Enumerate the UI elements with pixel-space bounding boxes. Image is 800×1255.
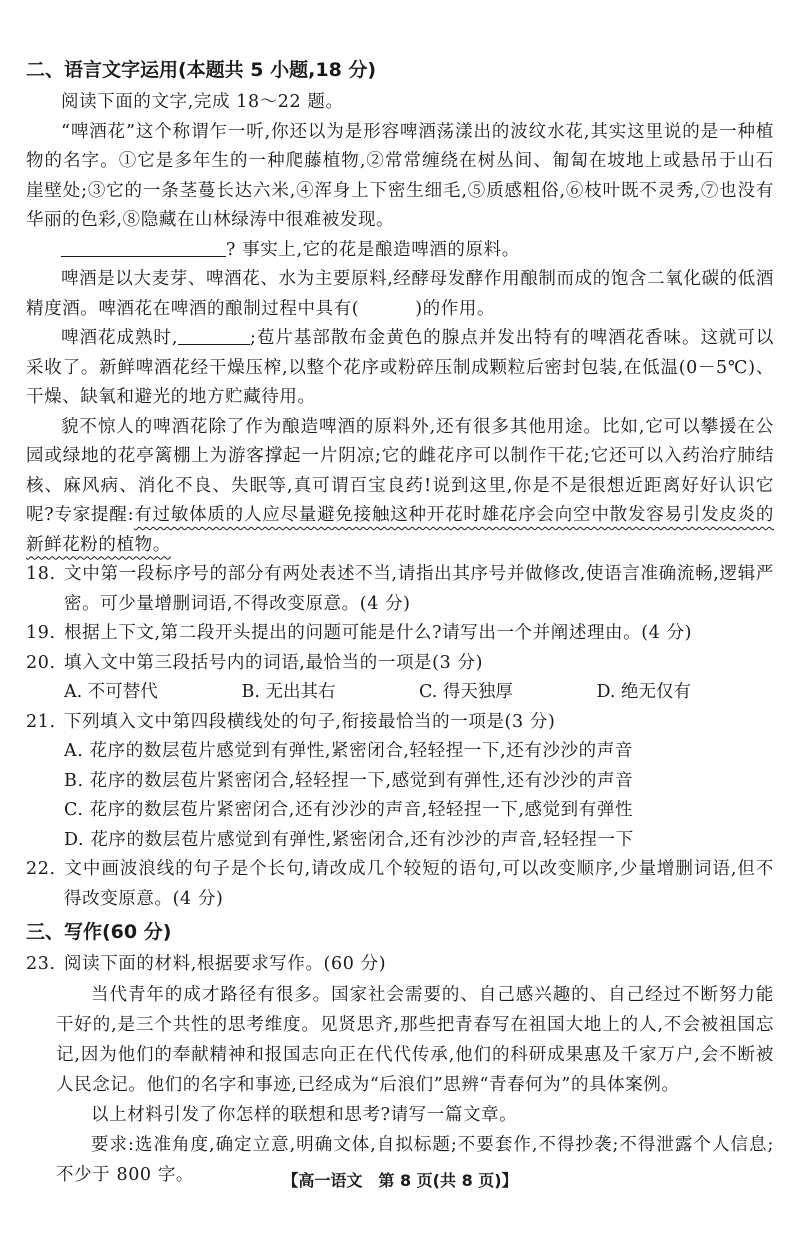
essay-material	[26, 980, 774, 1190]
question-21: 21. 下列填入文中第四段横线处的句子,衔接最恰当的一项是(3 分)	[26, 711, 556, 732]
option-b: B. 无出其右	[241, 682, 336, 702]
question-22: 22. 文中画波浪线的句子是个长句,请改成几个较短的语句,可以改变顺序,少量增删词语,但不得改变原意。(4 分)	[26, 859, 774, 909]
option-c: C. 得天独厚	[419, 682, 513, 702]
page-footer: 【高一语文 第 8 页(共 8 页)】	[282, 1171, 518, 1190]
question-20: 20. 填入文中第三段括号内的词语,最恰当的一项是(3 分)	[26, 652, 484, 673]
essay-requirements: 要求:选准角度,确定立意,明确文体,自拟标题;不要套作,不得抄袭;不得泄露个人信息;不少于 800 字。	[56, 1134, 774, 1185]
passage-paragraph-2: ? 事实上,它的花是酿造啤酒的原料。	[26, 236, 774, 266]
answer-blank-question	[61, 236, 226, 257]
question-23: 23. 阅读下面的材料,根据要求写作。(60 分)	[26, 954, 387, 974]
passage-paragraph-5: 貌不惊人的啤酒花除了作为酿造啤酒的原料外,还有很多其他用途。比如,它可以攀援在公园或绿地的花亭篱棚上为游客撑起一片阴凉;它的雌花序可以制作干花;它还可以入药治疗肺结核、麻风病、消化不良、失眠等,真可谓百宝良药!说到这里,你是不是很想近距离好好认识它呢?专家提醒:有过敏体质的人应尽量避免接触这种开花时雄花序会向空中散发容易引发皮炎的新鲜花粉的植物。	[26, 416, 774, 555]
option-a: A. 花序的数层苞片感觉到有弹性,紧密闭合,轻轻捏一下,还有沙沙的声音	[64, 741, 633, 761]
option-b: B. 花序的数层苞片紧密闭合,轻轻捏一下,感觉到有弹性,还有沙沙的声音	[64, 770, 634, 791]
section-heading-writing: 三、写作(60 分)	[26, 921, 172, 943]
option-c: C. 花序的数层苞片紧密闭合,还有沙沙的声音,轻轻捏一下,感觉到有弹性	[64, 800, 634, 820]
option-d: D. 绝无仅有	[596, 682, 692, 702]
passage-paragraph-3: 啤酒是以大麦芽、啤酒花、水为主要原料,经酵母发酵作用酿制而成的饱含二氧化碳的低酒精度酒。啤酒花在啤酒的酿制过程中具有( )的作用。	[26, 269, 774, 319]
option-a: A. 不可替代	[64, 682, 158, 702]
wavy-underlined-sentence: 有过敏体质的人应尽量避免接触这种开花时雄花序会向空中散发容易引发皮炎的新鲜花粉的植物。	[26, 505, 774, 555]
question-18: 18. 文中第一段标序号的部分有两处表述不当,请指出其序号并做修改,使语言准确流畅,逻辑严密。可少量增删词语,不得改变原意。(4 分)	[26, 564, 774, 614]
question-19: 19. 根据上下文,第二段开头提出的问题可能是什么?请写出一个并阐述理由。(4 分)	[26, 623, 693, 643]
material-text: 当代青年的成才路径有很多。国家社会需要的、自己感兴趣的、自己经过不断努力能干好的,是三个共性的思考维度。见贤思齐,那些把青春写在祖国大地上的人,不会被祖国忘记,因为他们的奉献精神和报国志向正在代代传承,他们的科研成果惠及千家万户,会不断被人民念记。他们的名字和事迹,已经成为“后浪们”思辨“青春何为”的具体案例。	[56, 984, 774, 1095]
section-heading-language-use: 二、语言文字运用(本题共 5 小题,18 分)	[26, 59, 377, 81]
answer-blank-sentence	[178, 324, 250, 345]
question-20-options	[26, 678, 774, 708]
essay-prompt: 以上材料引发了你怎样的联想和思考?请写一篇文章。	[91, 1104, 518, 1125]
passage-paragraph-4: 啤酒花成熟时, ;苞片基部散布金黄色的腺点并发出特有的啤酒花香味。这就可以采收了。新鲜啤酒花经干燥压榨,以整个花序或粉碎压制成颗粒后密封包装,在低温(0－5℃)、干燥、缺氧和避光的地方贮藏待用。	[26, 324, 774, 413]
reading-instruction: 阅读下面的文字,完成 18～22 题。	[61, 92, 344, 112]
option-d: D. 花序的数层苞片感觉到有弹性,紧密闭合,还有沙沙的声音,轻轻捏一下	[64, 829, 634, 850]
passage-paragraph-1: “啤酒花”这个称谓乍一听,你还以为是形容啤酒荡漾出的波纹水花,其实这里说的是一种植物的名字。①它是多年生的一种爬藤植物,②常常缠绕在树丛间、匍匐在坡地上或悬吊于山石崖壁处;③它的一条茎蔓长达六米,④浑身上下密生细毛,⑤质感粗俗,⑥枝叶既不灵秀,⑦也没有华丽的色彩,⑧隐藏在山林绿涛中很难被发现。	[26, 121, 774, 230]
